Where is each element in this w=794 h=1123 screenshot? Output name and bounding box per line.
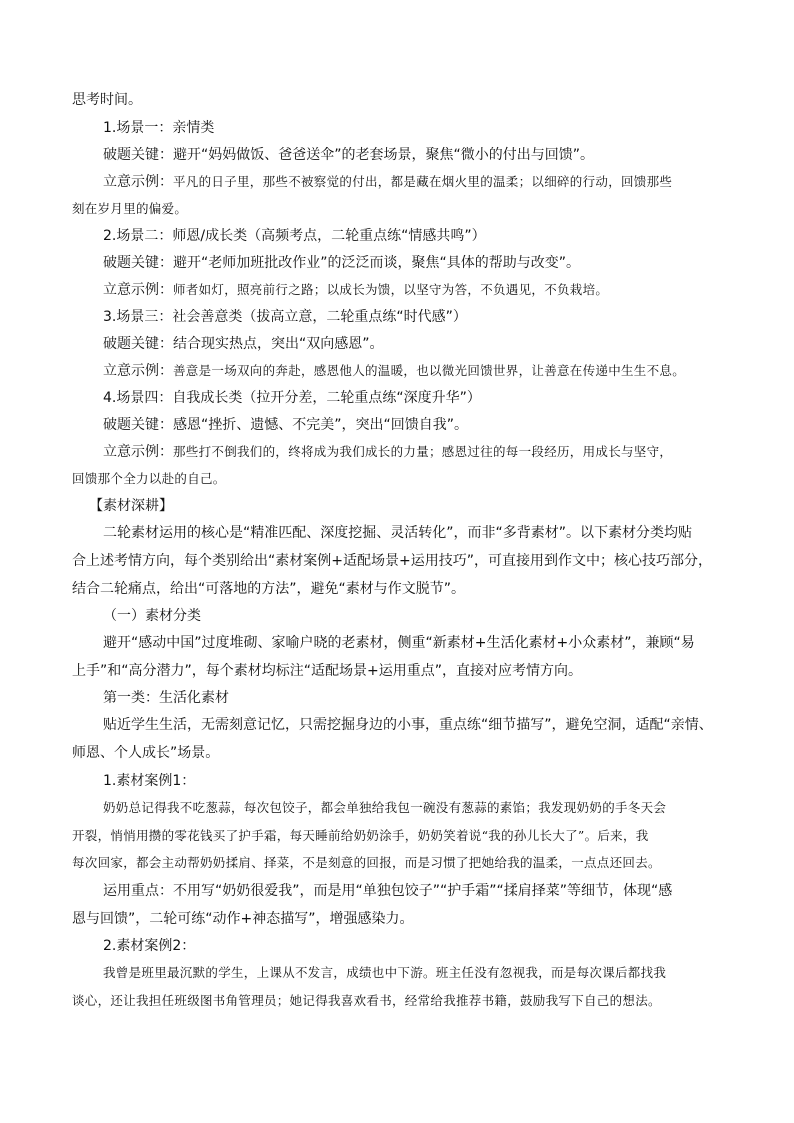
example-text: 平凡的日子里，那些不被察觉的付出，都是藏在烟火里的温柔；以细碎的行动，回馈那些 bbox=[173, 174, 673, 189]
text-line: 结合二轮痛点，给出“可落地的方法”，避免“素材与作文脱节”。 bbox=[72, 581, 466, 597]
section-heading: 1.场景一：亲情类 bbox=[103, 120, 215, 136]
text-line: 避开“感动中国”过度堆砌、家喻户晓的老素材，侧重“新素材+生活化素材+小众素材”，兼顾“易 bbox=[103, 635, 695, 651]
case-text: 谈心，还让我担任班级图书角管理员；她记得我喜欢看书，经常给我推荐书籍，鼓励我写下自己的想法。 bbox=[72, 993, 661, 1008]
example-line bbox=[103, 442, 672, 462]
text-line: 破题关键：感恩“挫折、遗憾、不完美”，突出“回馈自我”。 bbox=[103, 417, 469, 433]
example-text: 回馈那个全力以赴的自己。 bbox=[72, 471, 226, 486]
case-text: 开裂，悄悄用攒的零花钱买了护手霜，每天睡前给奶奶涂手，奶奶笑着说“我的孙儿长大了”。后来，我 bbox=[72, 828, 649, 843]
category-title: 第一类：生活化素材 bbox=[103, 690, 229, 706]
text-line: 恩与回馈”，二轮可练“动作+神态描写”，增强感染力。 bbox=[72, 911, 414, 927]
case-text: 我曾是班里最沉默的学生，上课从不发言，成绩也中下游。班主任没有忽视我，而是每次课后都找我 bbox=[103, 965, 667, 980]
text-line: 二轮素材运用的核心是“精准匹配、深度挖掘、灵活转化”，而非“多背素材”。以下素材分类均贴 bbox=[103, 525, 693, 541]
example-label: 立意示例： bbox=[103, 444, 173, 460]
example-label: 立意示例： bbox=[103, 363, 173, 379]
text-line: 破题关键：结合现实热点，突出“双向感恩”。 bbox=[103, 336, 384, 352]
section-heading: 3.场景三：社会善意类（拔高立意，二轮重点练“时代感”） bbox=[103, 309, 467, 325]
case-text: 奶奶总记得我不吃葱蒜，每次包饺子，都会单独给我包一碗没有葱蒜的素馅；我发现奶奶的手冬天会 bbox=[103, 800, 667, 815]
example-text: 那些打不倒我们的，终将成为我们成长的力量；感恩过往的每一段经历，用成长与坚守， bbox=[173, 444, 673, 459]
text-line: 破题关键：避开“老师加班批改作业”的泛泛而谈，聚焦“具体的帮助与改变”。 bbox=[103, 255, 581, 271]
subsection-title: （一）素材分类 bbox=[103, 608, 201, 624]
section-title: 【素材深耕】 bbox=[89, 498, 173, 514]
case-title: 2.素材案例2： bbox=[103, 938, 196, 954]
case-text: 每次回家，都会主动帮奶奶揉肩、择菜，不是刻意的回报，而是习惯了把她给我的温柔，一点点还回去。 bbox=[72, 855, 661, 870]
text-line: 贴近学生生活，无需刻意记忆，只需挖掘身边的小事，重点练“细节描写”，避免空洞，适配“亲情、 bbox=[103, 717, 713, 733]
example-line bbox=[103, 361, 685, 381]
section-heading: 4.场景四：自我成长类（拉开分差，二轮重点练“深度升华”） bbox=[103, 390, 481, 406]
text-line: 师恩、个人成长”场景。 bbox=[72, 745, 220, 761]
text-line: 破题关键：避开“妈妈做饭、爸爸送伞”的老套场景，聚焦“微小的付出与回馈”。 bbox=[103, 147, 595, 163]
section-heading: 2.场景二：师恩/成长类（高频考点，二轮重点练“情感共鸣”） bbox=[103, 228, 486, 244]
example-text: 善意是一场双向的奔赴，感恩他人的温暖，也以微光回馈世界，让善意在传递中生生不息。 bbox=[173, 363, 686, 378]
example-label: 立意示例： bbox=[103, 282, 173, 298]
text-line: 合上述考情方向，每个类别给出“素材案例+适配场景+运用技巧”，可直接用到作文中；核心技巧部分， bbox=[72, 553, 712, 569]
example-line bbox=[103, 280, 608, 300]
example-text: 刻在岁月里的偏爱。 bbox=[72, 201, 188, 216]
example-line bbox=[103, 172, 672, 192]
case-title: 1.素材案例1： bbox=[103, 773, 196, 789]
text-line: 上手”和“高分潜力”，每个素材均标注“适配场景+运用重点”，直接对应考情方向。 bbox=[72, 663, 582, 679]
example-text: 师者如灯，照亮前行之路；以成长为馈，以坚守为答，不负遇见，不负栽培。 bbox=[173, 282, 609, 297]
text-line: 思考时间。 bbox=[72, 92, 142, 108]
example-label: 立意示例： bbox=[103, 174, 173, 190]
text-line: 运用重点：不用写“奶奶很爱我”，而是用“单独包饺子”“护手霜”“揉肩择菜”等细节，体现“感 bbox=[103, 883, 673, 899]
